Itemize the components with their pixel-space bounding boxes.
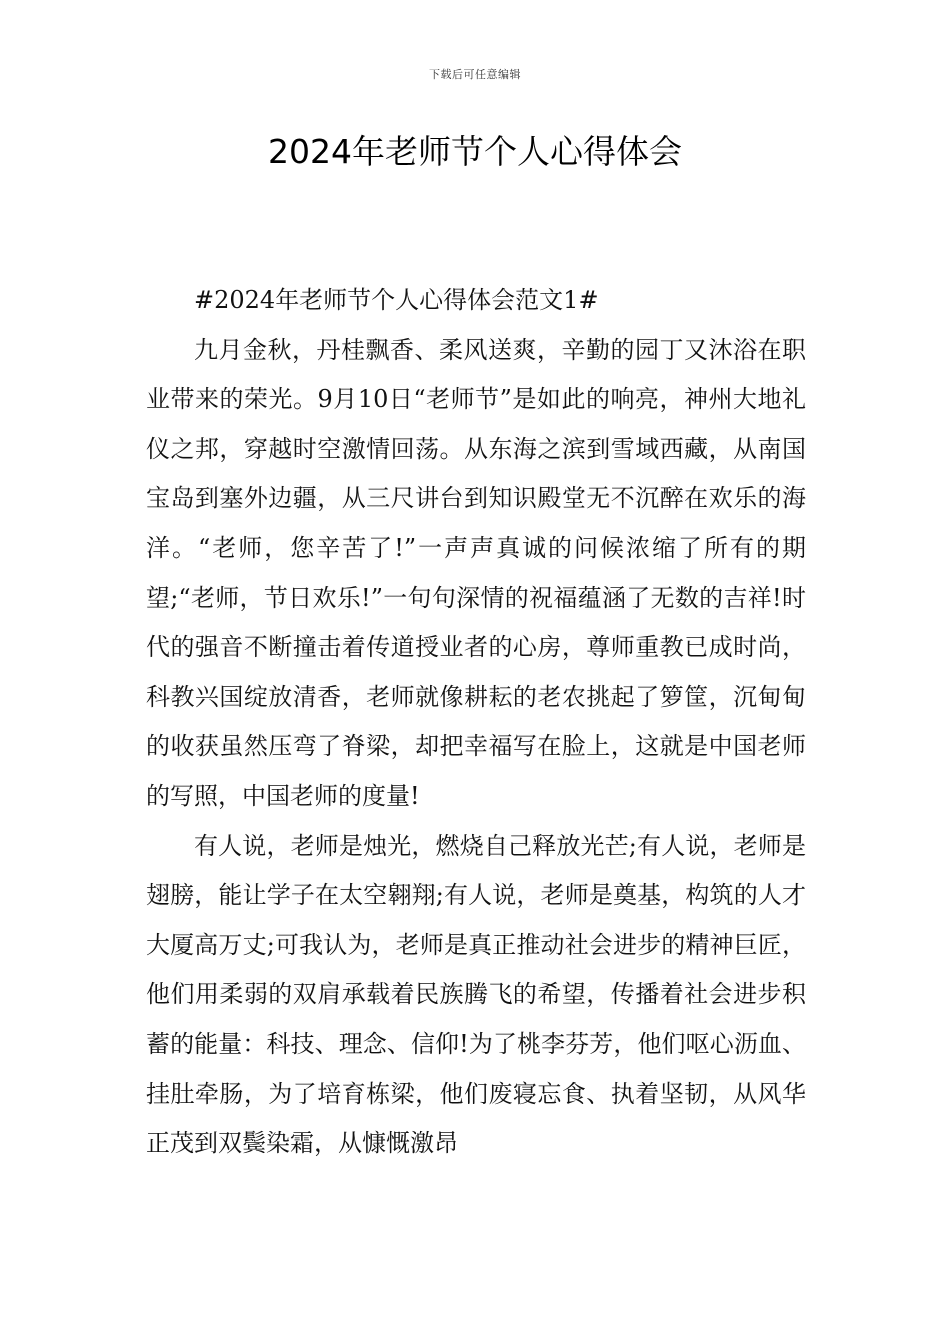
header-note: 下载后可任意编辑 xyxy=(429,68,521,81)
body-paragraph-1: 九月金秋，丹桂飘香、柔风送爽，辛勤的园丁又沐浴在职业带来的荣光。9月10日“老师节”是如此的响亮，神州大地礼仪之邦，穿越时空激情回荡。从东海之滨到雪域西藏，从南国宝岛到塞外边疆，从三尺讲台到知识殿堂无不沉醉在欢乐的海洋。“老师，您辛苦了!”一声声真诚的问候浓缩了所有的期望;“老师，节日欢乐!”一句句深情的祝福蕴涵了无数的吉祥!时代的强音不断撞击着传道授业者的心房，尊师重教已成时尚，科教兴国绽放清香，老师就像耕耘的老农挑起了箩筐，沉甸甸的收获虽然压弯了脊梁，却把幸福写在脸上，这就是中国老师的写照，中国老师的度量! xyxy=(146,335,806,810)
document-body xyxy=(146,276,806,1169)
body-paragraph-2: 有人说，老师是烛光，燃烧自己释放光芒;有人说，老师是翅膀，能让学子在太空翱翔;有人说，老师是奠基，构筑的人才大厦高万丈;可我认为，老师是真正推动社会进步的精神巨匠，他们用柔弱的双肩承载着民族腾飞的希望，传播着社会进步积蓄的能量：科技、理念、信仰!为了桃李芬芳，他们呕心沥血、挂肚牵肠，为了培育栋梁，他们废寝忘食、执着坚韧，从风华正茂到双鬓染霜，从慷慨激昂 xyxy=(146,831,806,1158)
section-heading: #2024年老师节个人心得体会范文1# xyxy=(194,286,599,314)
document-title: 2024年老师节个人心得体会 xyxy=(268,132,682,171)
